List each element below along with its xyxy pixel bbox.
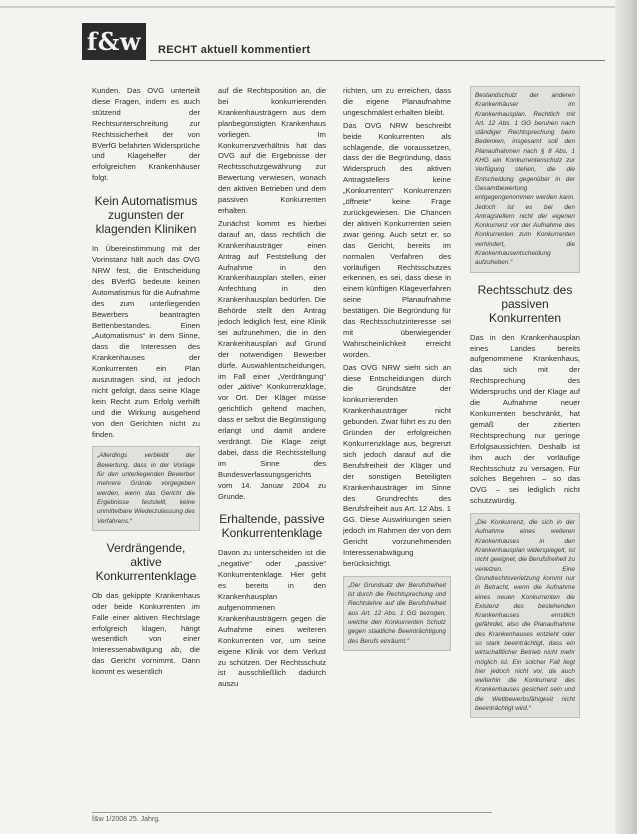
quote-box: Bestandschutz der anderen Krankenhäuser im Krankenhausplan. Rechtlich mit Art. 12 Abs. 1 GG beruhen nach ständiger Rechtsprechung beim Bedenken, insgesamt soll den Planaufnahmen nach § 8 Abs. 1 KHG ein Konkurrentenschutz zur Verfügung stehen, die die Entscheidung gegenüber in der Gesamtbewertung entgegengenommen werden kann. Jedoch ist es bei den Antragstellern nicht der eigenen Konkurrenz vor der Aufnahme des Konkurrenten zum Konkurrenten verhindert, die Krankenhausentscheidung aufzuheben.“ bbox=[470, 86, 580, 273]
paragraph: auf die Rechtsposition an, die bei konkurrierenden Krankenhausträgern aus dem planbegünstigten Krankenhaus vorliegen. Im Konkurrenzverhältnis hat das OVG auf die Ergebnisse der Rechtsschutzgewährung zur Bewertung verwiesen, wonach den aktiven Betrieben und dem passiven Konkurrenten erhalten. bbox=[218, 86, 326, 215]
paragraph: Das in den Krankenhausplan eines Landes bereits aufgenommene Krankenhaus, das sich mit der Rechtsprechung des Widerspruchs und der Klage auf die Aufnahme neuer Konkurrenten beschränkt, hat gemäß der zitierten Rechtsprechung nur geringe Erfolgsaussichten. Deshalb ist ihm auch der vorläufige Rechtsschutz zu versagen. Für solches Begehren – so das OVG – sei lediglich nicht schutzwürdig. bbox=[470, 332, 580, 506]
paragraph: Ob das gekippte Krankenhaus oder beide Konkurrenten im Falle einer aktiven Rechtslage erfolgreich klagen, hängt wesentlich von einer Interessenabwägung ab, die das Gericht vornimmt. Dann kommt es wesentlich bbox=[92, 590, 200, 677]
subheading: Kein Automatismus zugunsten der klagenden Kliniken bbox=[94, 194, 198, 237]
quote-box: „Der Grundsatz der Berufsfreiheit ist durch die Rechtsprechung und Rechtslehre auf die Berufsfreiheit aus Art. 12 Abs. 1 GG bezogen, welche den Konkurrenten Schutz gegen staatliche Beeinträchtigung des Berufs einräumt.“ bbox=[343, 576, 451, 651]
column-4 bbox=[470, 86, 580, 724]
column-3 bbox=[343, 86, 451, 657]
paragraph: Kunden. Das OVG unterteilt diese Fragen, indem es auch stützend der Rechtsunterschreitung zur Rechtssicherheit der von BVerfG befahrten Widersprüche und Klagehelfer der erfolgreichen Krankenhäuser folgt. bbox=[92, 86, 200, 183]
column-2 bbox=[218, 86, 326, 692]
page-footer: f&w 1/2008 25. Jahrg. bbox=[92, 816, 161, 823]
subheading: Verdrängende, aktive Konkurrentenklage bbox=[95, 540, 197, 583]
paragraph: Das OVG NRW beschreibt beide Konkurrenten als schlagende, die voraussetzen, dass der die Begründung, dass Widerspruch des aktiven Antragstellers keine „Konkurrenten“ Konkurrenzen „öffnete“ keine Frage zurückgewiesen. Die Chancen der aktiven Konkurrenten seien zwar gering. Auch setzt er, so das Gericht, bereits im normalen Verfahren des vorläufigen Rechtsschutzes erkennen, es sei, dass diese in einem künftigen Klageverfahren seine Planaufnahme bestätigen. Die Begründung für das Rechtsschutzinteresse sei mit überwiegender Wahrscheinlichkeit erreicht worden. bbox=[343, 120, 451, 359]
quote-box: „Die Konkurrenz, die sich in der Aufnahme eines weiteren Krankenhauses in den Krankenhausplan widerspiegelt, ist nicht geeignet, die Berufsfreiheit zu verletzen. Eine Grundrechtsverletzung kommt nur in Betracht, wenn die Aufnahme eines neuen Konkurrenten die Existenz des bestehenden Krankenhauses ernstlich gefährdet, also die Planaufnahme des Krankenhauses entzieht oder so stark beeinträchtigt, dass ein wirtschaftlicher Betrieb nicht mehr möglich ist. Ein solcher Fall liegt hier jedoch nicht vor, da auch weiterhin die Konkurrenz des Krankenhauses gesichert sein und die Wettbewerbsfähigkeit nicht beeinträchtigt wird.“ bbox=[470, 513, 580, 718]
footer-divider bbox=[92, 812, 492, 813]
paragraph: richten, um zu erreichen, dass die eigene Planaufnahme ungeschmälert erhalten bleibt. bbox=[343, 86, 451, 117]
column-1 bbox=[92, 86, 200, 680]
paragraph: In Übereinstimmung mit der Vorinstanz hält auch das OVG NRW fest, die Entscheidung des BVerfG bedeute keinen Automatismus für die Aufnahme des zum unterliegenden Bewerbers beantragten Bettenbestandes. Einen „Automatismus“ in dem Sinne, dass die Interessen des Krankenhauses der Konkurrenten ein Plan auszutragen sind, ist jedoch nicht gefolgt, dass seine Klage kein Recht zum Erfolg verhilft und die Wirkung ausgehend von den Gerichten nicht zu finden. bbox=[92, 244, 200, 439]
paragraph: Das OVG NRW sieht sich an diese Entscheidungen durch die Grundsätze der konkurrierenden Krankenhausträger nicht gebunden. Zwar führt es zu den Gründen der erfolgreichen Konkurrenzklage aus, begrenzt sich jedoch darauf auf die Berufsfreiheit der Kläger und der sonstigen Beteiligten Krankenhausträger im Sinne des Grundrechts des Berufsfreiheit aus Art. 12 Abs. 1 GG. Diese Auswirkungen seien jedoch im Rahmen der von dem Gericht vorzunehmenden Interessenabwägung berücksichtigt. bbox=[343, 362, 451, 568]
paragraph: Zunächst kommt es hierbei darauf an, dass rechtlich die Krankenhausträger einen Antrag auf Feststellung der Aufnahme in den Krankenhausplan stellen, einer Anfechtung in den Krankenhausplan bedürfen. Die Behörde stellt den Antrag jedoch lediglich fest, eine Klinik sei aufzunehmen, die in den Krankenhausplan auf Grund der notwendigen Bewerber dürfe. Auswahlentscheidungen, im Fall einer „Verdrängung“ oder „aktive“ Konkurrenzklage, vor Ort. Der Kläger müsse gerichtlich geltend machen, dass er selbst die Begünstigung erlangt und damit andere verdrängt. Die Klage zeigt dabei, dass die Rechtsstellung im Sinne des Bundesverfassungsgerichts vom 14. Januar 2004 zu Grunde. bbox=[218, 218, 326, 501]
page-fold-shadow bbox=[615, 0, 637, 834]
rubric-divider bbox=[150, 60, 605, 61]
quote-box: „Allerdings verbleibt der Bewertung, dass in der Vorlage für den unterliegenden Bewerber mehrere Gründe vorgegeben werden, wenn das Gericht die Ergebnisse feststellt, keine unmittelbare Wiederzulassung des Verfahrens.“ bbox=[92, 446, 200, 530]
subheading: Rechtsschutz des passiven Konkurrenten bbox=[477, 282, 573, 325]
paragraph: Davon zu unterscheiden ist die „negative“ oder „passive“ Konkurrentenklage. Hier geht es bereits in den Krankenhausplan aufgenommenen Krankenhausträgern gegen die Aufnahme eines weiteren Konkurrenten vor, um seine eigene Klinik vor dem Verlust zu schützen. Der Rechtsschutz ist ausschließlich dadurch auszu bbox=[218, 548, 326, 689]
magazine-logo: f&w bbox=[82, 23, 146, 60]
subheading: Erhaltende, passive Konkurrentenklage bbox=[219, 512, 325, 541]
top-rule bbox=[0, 6, 637, 8]
section-rubric: RECHT aktuell kommentiert bbox=[158, 44, 311, 56]
